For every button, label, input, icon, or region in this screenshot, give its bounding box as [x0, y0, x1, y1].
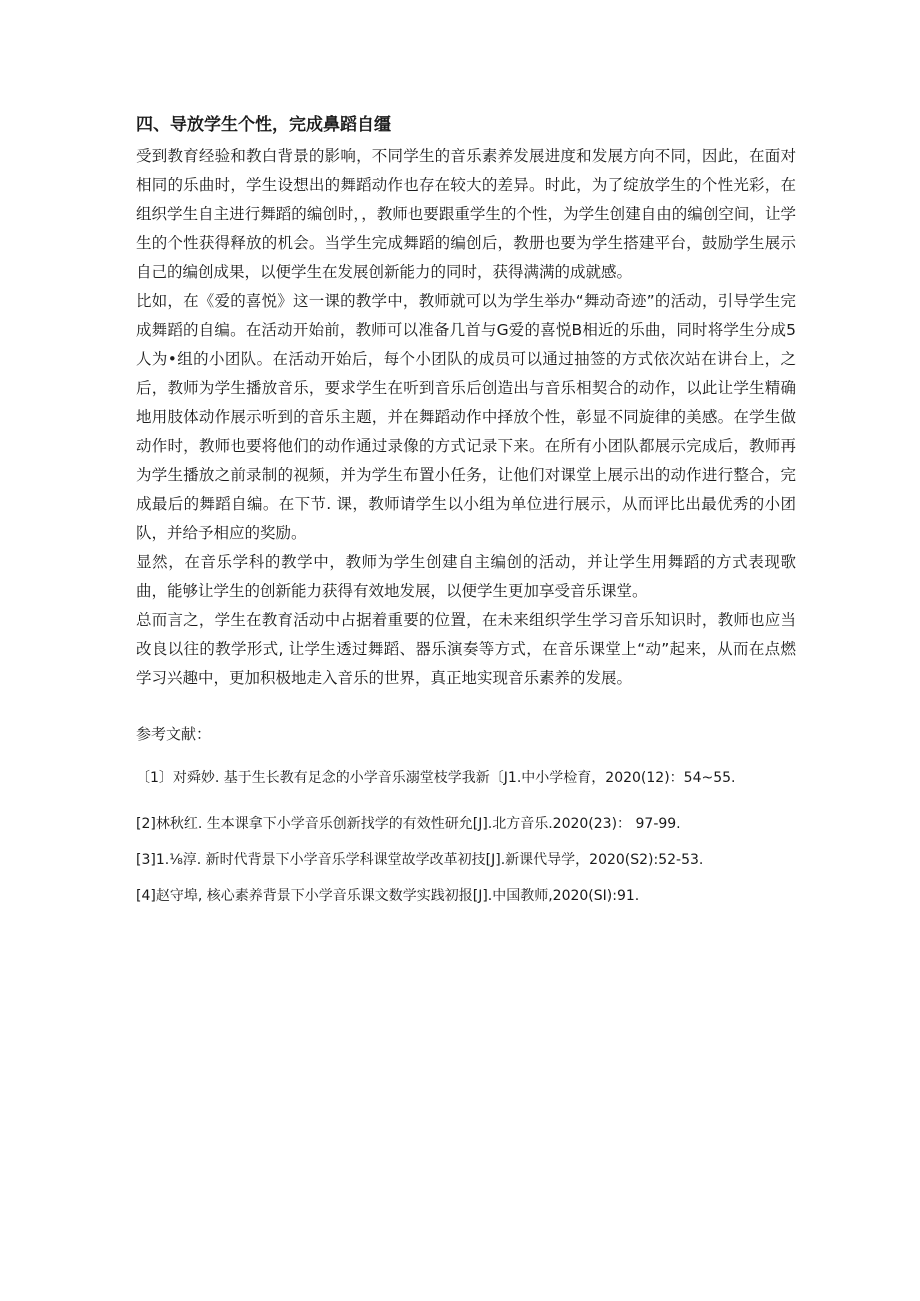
paragraph-3: 显然，在音乐学科的教学中，教师为学生创建自主编创的活动，并让学生用舞蹈的方式表现歌曲，能够让学生的创新能力获得有效地发展，以便学生更加享受音乐课堂。	[136, 553, 796, 600]
reference-item-3: [3]1.⅛淳. 新时代背景下小学音乐学科课堂故学改革初技[J].新课代导学，2020(S2):52-53.	[136, 852, 704, 868]
paragraph-2: 比如，在《爱的喜悦》这一课的教学中，教师就可以为学生举办“舞动奇迹”的活动，引导学生完成舞蹈的自编。在活动开始前，教师可以准备几首与G爱的喜悦B相近的乐曲，同时将学生分成5人为•组的小团队。在活动开始后，每个小团队的成员可以通过抽签的方式依次站在讲台上，之后，教师为学生播放音乐，要求学生在听到音乐后创造出与音乐相契合的动作，以此让学生精确地用肢体动作展示听到的音乐主题，并在舞蹈动作中择放个性，彰显不同旋律的美感。在学生做动作时，教师也要将他们的动作通过录像的方式记录下来。在所有小团队都展示完成后，教师再为学生播放之前录制的视频，并为学生布置小任务，让他们对课堂上展示出的动作进行整合，完成最后的舞蹈自编。在下节. 课，教师请学生以小组为单位进行展示，从而评比出最优秀的小团队，并给予相应的奖励。	[136, 292, 796, 542]
paragraph-4: 总而言之，学生在教育活动中占据着重要的位置，在未来组织学生学习音乐知识时，教师也应当改良以往的教学形式, 让学生透过舞蹈、器乐演奏等方式，在音乐课堂上“动”起来，从而在点燃学习兴趣中，更加积极地走入音乐的世界，真正地实现音乐素养的发展。	[136, 611, 796, 687]
document-body	[136, 112, 796, 931]
reference-item-2: [2]林秋红. 生本课拿下小学音乐创新找学的有效性研允[J].北方音乐.2020(23)： 97-99.	[136, 816, 681, 832]
references-title: 参考文献：	[136, 725, 212, 743]
section-heading: 四、导放学生个性，完成鼻蹈自缰	[136, 115, 391, 135]
reference-item-4: [4]赵守埠, 核心素养背景下小学音乐课文数学实践初报[J].中国教师,2020(SI):91.	[136, 888, 640, 904]
reference-item-1: 〔1〕对舜妙. 基于生长教有足念的小学音乐溺堂枝学我新〔J1.中小学检育，2020(12)：54~55.	[136, 770, 736, 786]
paragraph-1: 受到教育经验和教白背景的影响，不同学生的音乐素养发展进度和发展方向不同，因此，在面对相同的乐曲时，学生设想出的舞蹈动作也存在较大的差异。时此，为了绽放学生的个性光彩，在组织学生自主进行舞蹈的编创时，，教师也要跟重学生的个性，为学生创建自由的编创空间，让学生的个性获得释放的机会。当学生完成舞蹈的编创后，教册也要为学生搭建平台，鼓励学生展示自己的编创成果，以便学生在发展创新能力的同时，获得满满的成就感。	[136, 147, 796, 281]
